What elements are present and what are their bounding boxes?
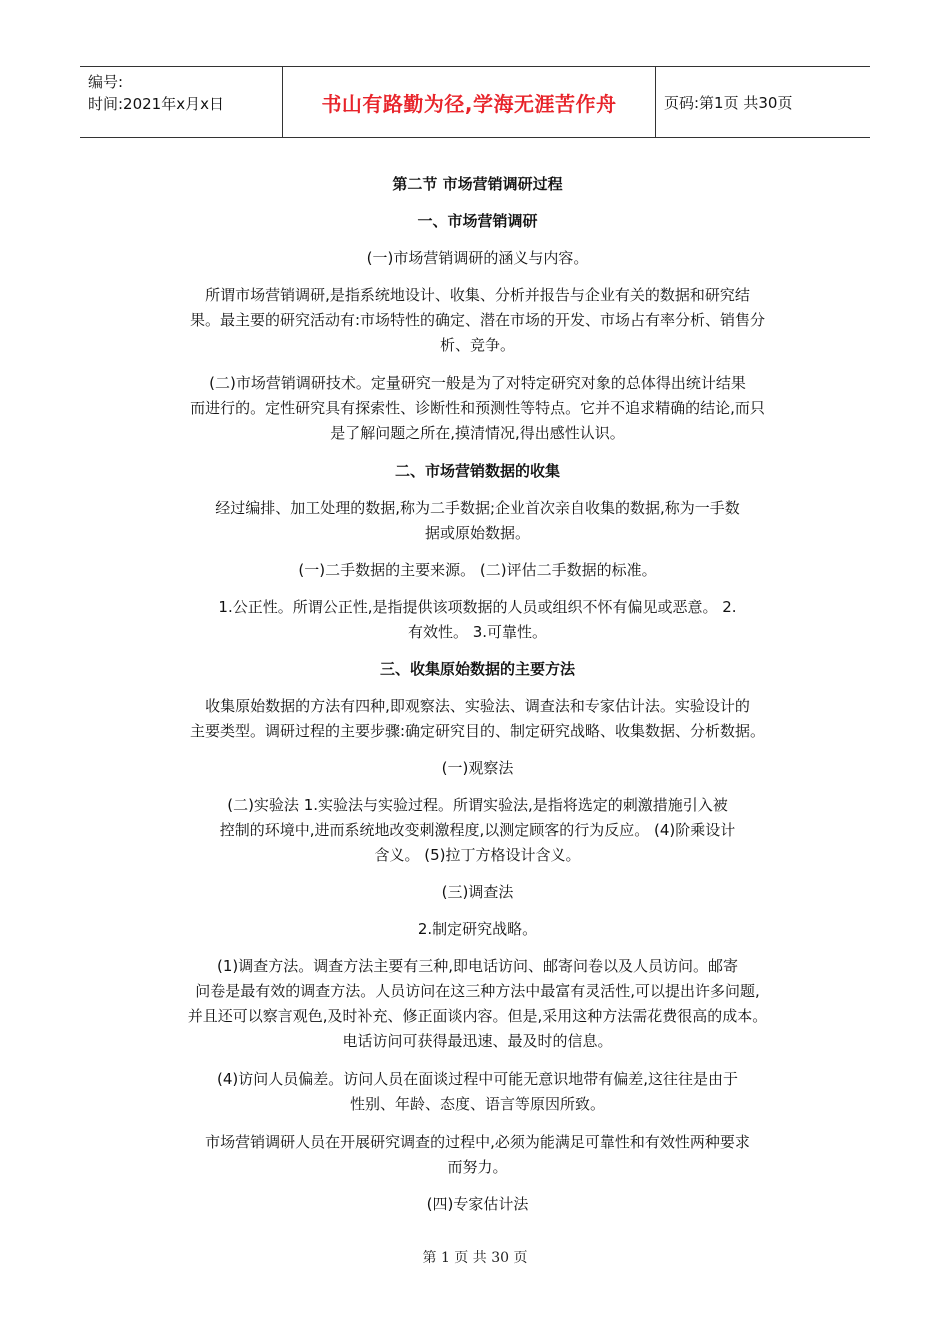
section-title: 第二节 市场营销调研过程: [392, 175, 563, 193]
subheading-4: (三)调查法: [441, 883, 514, 901]
header-meta: [80, 67, 282, 137]
subheading-3: (一)观察法: [441, 759, 514, 777]
subheading-1: (一)市场营销调研的涵义与内容。: [366, 249, 589, 267]
paragraph-line: 1.公正性。所谓公正性,是指提供该项数据的人员或组织不怀有偏见或恶意。 2.: [218, 598, 737, 616]
time-label: 时间:2021年x月x日: [88, 95, 224, 113]
paragraph-2: [150, 371, 805, 446]
paragraph-1: [150, 283, 805, 358]
paragraph-9: [150, 1130, 805, 1180]
paragraph-line: 而努力。: [447, 1158, 508, 1176]
number-label: 编号:: [88, 73, 124, 91]
subheading-2: (一)二手数据的主要来源。 (二)评估二手数据的标准。: [298, 561, 657, 579]
paragraph-line: 电话访问可获得最迅速、最及时的信息。: [342, 1032, 613, 1050]
paragraph-line: 有效性。 3.可靠性。: [407, 623, 548, 641]
paragraph-6: [150, 793, 805, 868]
paragraph-line: (1)调查方法。调查方法主要有三种,即电话访问、邮寄问卷以及人员访问。邮寄: [216, 957, 739, 975]
heading-1: 一、市场营销调研: [417, 212, 538, 230]
paragraph-line: 是了解问题之所在,摸清情况,得出感性认识。: [330, 424, 625, 442]
paragraph-line: (二)市场营销调研技术。定量研究一般是为了对特定研究对象的总体得出统计结果: [209, 374, 746, 392]
paragraph-line: 控制的环境中,进而系统地改变刺激程度,以测定顾客的行为反应。 (4)阶乘设计: [219, 821, 736, 839]
paragraph-line: 问卷是最有效的调查方法。人员访问在这三种方法中最富有灵活性,可以提出许多问题,: [195, 982, 760, 1000]
paragraph-line: (二)实验法 1.实验法与实验过程。所谓实验法,是指将选定的刺激措施引入被: [227, 796, 728, 814]
paragraph-line: 据或原始数据。: [424, 524, 530, 542]
paragraph-line: 析、竞争。: [439, 336, 515, 354]
subheading-6: (四)专家估计法: [426, 1195, 529, 1213]
document-body: [150, 172, 805, 1217]
paragraph-line: 所谓市场营销调研,是指系统地设计、收集、分析并报告与企业有关的数据和研究结: [205, 286, 750, 304]
paragraph-line: 果。最主要的研究活动有:市场特性的确定、潜在市场的开发、市场占有率分析、销售分: [189, 311, 766, 329]
paragraph-4: [150, 595, 805, 645]
page-footer: 第 1 页 共 30 页: [422, 1250, 528, 1266]
heading-2: 二、市场营销数据的收集: [394, 462, 560, 480]
paragraph-5: [150, 694, 805, 744]
paragraph-line: 经过编排、加工处理的数据,称为二手数据;企业首次亲自收集的数据,称为一手数: [215, 499, 740, 517]
paragraph-3: [150, 496, 805, 546]
paragraph-line: 性别、年龄、态度、语言等原因所致。: [349, 1095, 605, 1113]
subheading-5: 2.制定研究战略。: [417, 920, 538, 938]
paragraph-line: 收集原始数据的方法有四种,即观察法、实验法、调查法和专家估计法。实验设计的: [205, 697, 750, 715]
header-table: [80, 66, 870, 138]
motto: 书山有路勤为径,学海无涯苦作舟: [282, 67, 656, 137]
paragraph-7: [150, 954, 805, 1054]
paragraph-line: 而进行的。定性研究具有探索性、诊断性和预测性等特点。它并不追求精确的结论,而只: [190, 399, 765, 417]
paragraph-8: [150, 1067, 805, 1117]
paragraph-line: 含义。 (5)拉丁方格设计含义。: [374, 846, 581, 864]
paragraph-line: 市场营销调研人员在开展研究调查的过程中,必须为能满足可靠性和有效性两种要求: [205, 1133, 750, 1151]
heading-3: 三、收集原始数据的主要方法: [379, 660, 575, 678]
paragraph-line: (4)访问人员偏差。访问人员在面谈过程中可能无意识地带有偏差,这往往是由于: [216, 1070, 739, 1088]
paragraph-line: 并且还可以察言观色,及时补充、修正面谈内容。但是,采用这种方法需花费很高的成本。: [187, 1007, 768, 1025]
paragraph-line: 主要类型。调研过程的主要步骤:确定研究目的、制定研究战略、收集数据、分析数据。: [189, 722, 766, 740]
page-info: 页码:第1页 共30页: [664, 93, 793, 112]
